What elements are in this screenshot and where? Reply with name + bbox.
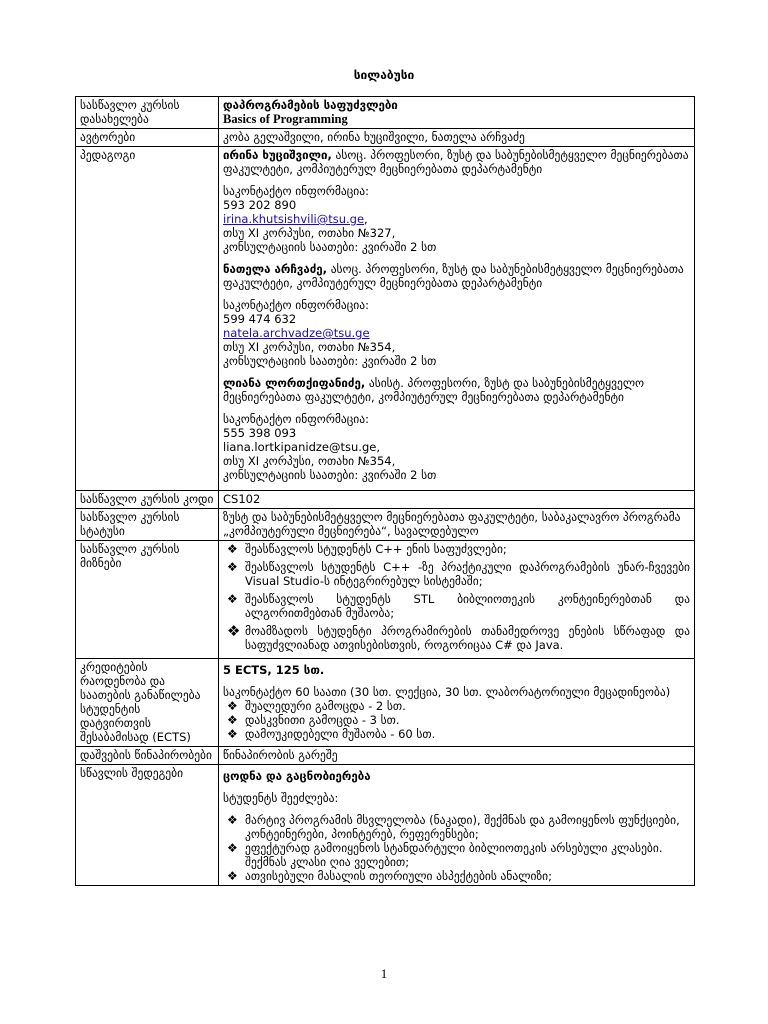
diamond-bullet-icon: ❖ [227,727,238,741]
credits-headline: 5 ECTS, 125 სთ. [223,663,325,677]
teachers-label: პედაგოგი [76,147,219,491]
outcome-text: ათვისებული მასალის თეორიული ასპექტების ანალიზი; [245,869,552,883]
diamond-bullet-icon: ❖ [227,699,238,713]
diamond-bullet-icon: ❖ [227,869,238,883]
row-course-name [76,97,695,129]
diamond-bullet-icon: ❖ [227,592,238,606]
teacher-name: ლიანა ლორთქიფანიძე, [223,376,366,390]
course-code-label: სასწავლო კურსის კოდი [76,491,219,509]
diamond-bullet-icon: ❖ [227,560,238,574]
teacher-email-link[interactable]: natela.archvadze@tsu.ge [223,326,370,340]
prerequisites-label: დაშვების წინაპირობები [76,747,219,765]
authors-label: ავტორები [76,129,219,147]
goal-text: მოამზადოს სტუდენტი პროგრამირების თანამედროვე ენების სწრაფად და საფუძვლიანად ათვისებისთვის, როგორიცაა C# და Java. [245,624,690,652]
outcome-text: ეფექტურად გამოიყენოს სტანდარტული ბიბლიოთეკის არსებული კლასები. შექმნას კლასი ღია ველებით; [245,841,663,869]
teacher-entry [223,376,690,488]
outcomes-intro: სტუდენტს შეეძლება: [223,791,339,805]
teacher-desc: ასისტ. პროფესორი, ზუსტ და საბუნებისმეტყველო მეცნიერებათა ფაკულტეტი, კომპიუტერულ მეცნიერებათა დეპარტამენტი [223,376,645,404]
list-item [223,713,690,727]
teacher-hours: კონსულტაციის საათები: კვირაში 2 სთ [223,468,437,482]
teacher-email-line [223,440,690,454]
credits-contact-hours: საკონტაქტო 60 საათი (30 სთ. ლექცია, 30 სთ. ლაბორატორიული მეცადინეობა) [223,685,671,699]
diamond-bullet-icon: ❖ [227,841,238,855]
teacher-entry [223,148,690,254]
learning-outcomes-label: სწავლის შედეგები [76,765,219,886]
teacher-intro [223,262,690,290]
teacher-email-suffix: , [364,212,368,226]
outcomes-list [223,813,690,883]
list-item [223,727,690,741]
list-item [223,592,690,620]
list-item [223,869,690,883]
course-name-label: სასწავლო კურსის დასახელება [76,97,219,129]
teacher-phone: 599 474 632 [223,312,297,326]
row-learning-outcomes [76,765,695,886]
credits-item-text: დასკვნითი გამოცდა - 3 სთ. [245,713,400,727]
teacher-phone: 593 202 890 [223,198,297,212]
list-item [223,560,690,588]
goal-text: შეასწავლოს სტუდენტს C++ -ზე პრაქტიკული დაპროგრამების უნარ-ჩვევები Visual Studio-ს ინტეგრირებულ სისტემაში; [245,560,690,588]
teacher-name: ირინა ხუციშვილი, [223,148,332,162]
credits-label: კრედიტების რაოდენობა და საათების განაწილება სტუდენტის დატვირთვის შესაბამისად (ECTS) [76,659,219,747]
teacher-entry [223,262,690,368]
diamond-bullet-icon: ❖ [227,542,238,556]
list-item [223,542,690,556]
teachers-value [219,147,695,491]
list-item [223,841,690,869]
page-number: 1 [380,966,388,981]
teacher-desc: ასოც. პროფესორი, ზუსტ და საბუნებისმეტყველო მეცნიერებათა ფაკულტეტი, კომპიუტერულ მეცნიერებათა დეპარტამენტი [223,262,684,290]
goals-list [223,542,690,652]
teacher-contact-label: საკონტაქტო ინფორმაცია: [223,184,369,198]
document-title: სილაბუსი [353,68,415,82]
teacher-contact-label: საკონტაქტო ინფორმაცია: [223,298,369,312]
teacher-room: თსუ XI კორპუსი, ოთახი №354, [223,340,396,354]
teacher-intro [223,376,690,404]
learning-outcomes-value [219,765,695,886]
teacher-phone: 555 398 093 [223,426,297,440]
row-course-status [76,509,695,541]
syllabus-table [75,96,695,886]
teacher-hours: კონსულტაციის საათები: კვირაში 2 სთ [223,354,437,368]
teacher-email-text: liana.lortkipanidze@tsu.ge, [223,440,380,454]
credits-value [219,659,695,747]
teacher-hours: კონსულტაციის საათები: კვირაში 2 სთ [223,240,437,254]
list-item [223,699,690,713]
prerequisites-value: წინაპირობის გარეშე [219,747,695,765]
credits-list [223,699,690,741]
course-goals-value [219,541,695,659]
course-name-ka: დაპროგრამების საფუძვლები [223,98,398,112]
list-item [223,813,690,841]
teacher-contact-label: საკონტაქტო ინფორმაცია: [223,412,369,426]
row-course-goals [76,541,695,659]
teacher-email-link[interactable]: irina.khutsishvili@tsu.ge [223,212,365,226]
row-course-code [76,491,695,509]
course-name-en: Basics of Programming [223,112,348,126]
row-authors [76,129,695,147]
row-credits [76,659,695,747]
course-status-value: ზუსტ და საბუნებისმეტყველო მეცნიერებათა ფაკულტეტი, საბაკალავრო პროგრამა „კომპიუტერული მეცნიერება“, სავალდებულო [219,509,695,541]
goal-text: შეასწავლოს სტუდენტს C++ ენის საფუძვლები; [245,542,507,556]
teacher-intro [223,148,690,176]
course-status-label: სასწავლო კურსის სტატუსი [76,509,219,541]
diamond-bullet-icon: ❖ [227,713,238,727]
goal-text: შეასწავლოს სტუდენტს STL ბიბლიოთეკის კონტეინერებთან და ალგორითმებთან მუშაობა; [245,592,690,620]
teacher-room: თსუ XI კორპუსი, ოთახი №327, [223,226,396,240]
row-teachers [76,147,695,491]
diamond-bullet-icon: ❖ [227,813,238,827]
row-prerequisites [76,747,695,765]
outcome-text: მარტივ პროგრამის მსვლელობა (ნაკადი), შექმნას და გამოიყენოს ფუნქციები, კონტეინერები, პოინტერებ, რეფერენსები; [245,813,680,841]
teacher-desc: ასოც. პროფესორი, ზუსტ და საბუნებისმეტყველო მეცნიერებათა ფაკულტეტი, კომპიუტერულ მეცნიერებათა დეპარტამენტი [223,148,689,176]
course-name-value [219,97,695,129]
credits-item-text: შუალედური გამოცდა - 2 სთ. [245,699,406,713]
course-code-value: CS102 [219,491,695,509]
teacher-email-line [223,326,690,340]
teacher-room: თსუ XI კორპუსი, ოთახი №354, [223,454,396,468]
teacher-email-line [223,212,690,226]
outcomes-heading: ცოდნა და გაცნობიერება [223,769,371,783]
authors-value: კობა გელაშვილი, ირინა ხუციშვილი, ნათელა არჩვაძე [219,129,695,147]
course-goals-label: სასწავლო კურსის მიზნები [76,541,219,659]
credits-item-text: დამოუკიდებელი მუშაობა - 60 სთ. [245,727,436,741]
teacher-name: ნათელა არჩვაძე, [223,262,328,276]
diamond-bullet-icon: ❖ [227,622,241,640]
list-item [223,624,690,652]
